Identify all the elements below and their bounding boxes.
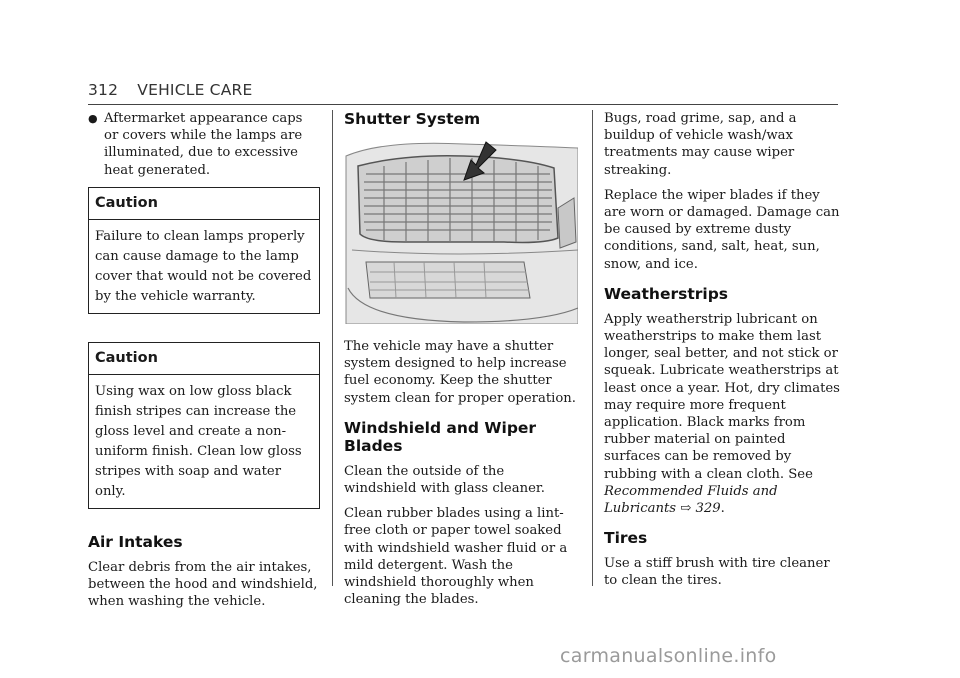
fluids-reference-link[interactable]: Recommended Fluids and Lubricants <box>604 483 778 517</box>
wiper-text-1: Clean the outside of the windshield with glass cleaner. <box>344 463 545 497</box>
column-1 <box>88 110 320 618</box>
caution-box <box>88 187 320 314</box>
list-item <box>88 110 320 179</box>
replace-blades-text: Replace the wiper blades if they are worn or damaged. Damage can be caused by extreme dusty conditions, sand, salt, heat, sun, snow, and ice. <box>604 187 840 272</box>
weatherstrips-heading: Weatherstrips <box>604 284 729 303</box>
caution-text: Failure to clean lamps properly can cause damage to the lamp cover that would not be covered by the vehicle warranty. <box>95 228 312 304</box>
wiper-heading: Windshield and Wiper Blades <box>344 418 537 455</box>
wiper-streaking-text: Bugs, road grime, sap, and a buildup of vehicle wash/wax treatments may cause wiper streaking. <box>604 111 797 178</box>
weatherstrips-text <box>604 311 840 517</box>
caution-text: Using wax on low gloss black finish stripes can increase the gloss level and create a non-uniform finish. Clean low gloss stripes with soap and water only. <box>95 383 302 499</box>
tires-text: Use a stiff brush with tire cleaner to clean the tires. <box>604 556 830 589</box>
wiper-text-2: Clean rubber blades using a lint-free cloth or paper towel soaked with windshield washer fluid or a mild detergent. Wash the windshield thoroughly when cleaning the blades. <box>344 506 568 608</box>
column-2 <box>344 110 580 616</box>
caution-box <box>88 342 320 509</box>
column-divider <box>592 110 593 586</box>
air-intakes-heading: Air Intakes <box>88 532 183 551</box>
bullet-list <box>88 110 320 179</box>
bullet-icon: ● <box>88 112 98 125</box>
caution-title: Caution <box>89 343 319 375</box>
watermark: carmanualsonline.info <box>560 645 777 667</box>
section-title: VEHICLE CARE <box>137 81 253 99</box>
page-header <box>88 80 838 105</box>
weatherstrips-body: Apply weatherstrip lubricant on weatherstrips to make them last longer, seal better, and not stick or squeak. Lubricate weatherstrips at least once a year. Hot, dry climates may require more frequent application. Black marks from rubber material on painted surfaces can be removed by rubbing with a clean cloth. See <box>604 311 840 482</box>
air-intakes-text: Clear debris from the air intakes, between the hood and windshield, when washing the vehicle. <box>88 559 318 610</box>
page-number: 312 <box>88 81 119 99</box>
bullet-text: Aftermarket appearance caps or covers while the lamps are illuminated, due to excessive heat generated. <box>104 111 303 178</box>
column-divider <box>332 110 333 586</box>
sentence-period: . <box>720 501 725 517</box>
reference-page-number[interactable]: 329 <box>695 501 721 517</box>
shutter-grille-illustration <box>344 138 578 324</box>
page-ref-icon: ⇨ <box>680 501 692 517</box>
caution-title: Caution <box>89 188 319 220</box>
shutter-system-text: The vehicle may have a shutter system designed to help increase fuel economy. Keep the shutter system clean for proper operation. <box>344 339 576 406</box>
shutter-system-heading: Shutter System <box>344 110 481 128</box>
tires-heading: Tires <box>604 529 648 548</box>
column-3 <box>604 110 840 598</box>
